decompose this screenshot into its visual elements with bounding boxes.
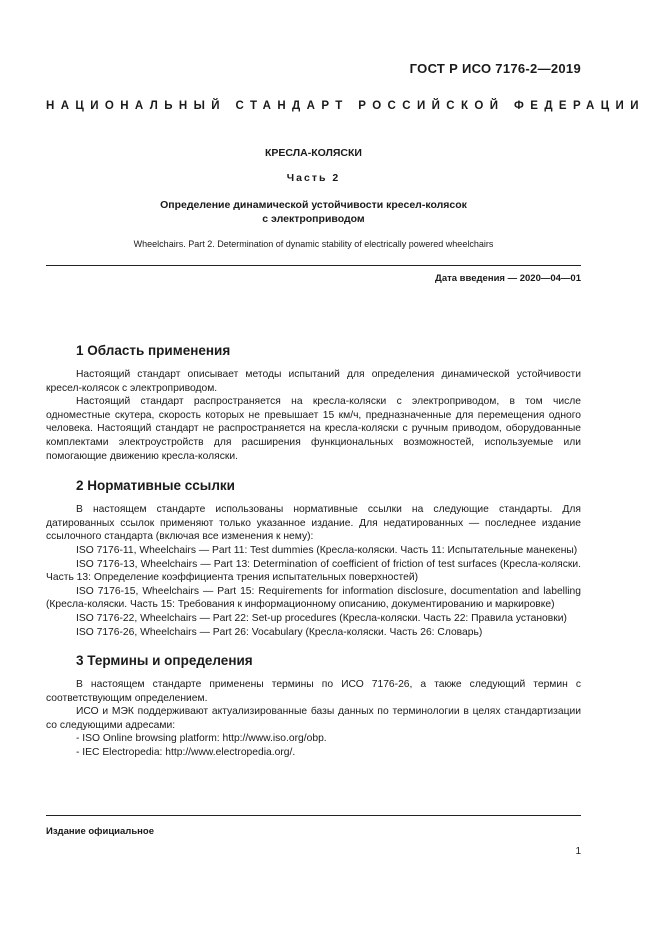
paragraph: В настоящем стандарте применены термины по ИСО 7176-26, а также следующий термин с соответствующим определением. xyxy=(46,679,581,704)
section-heading: 1 Область применения xyxy=(76,343,231,358)
section-heading: 3 Термины и определения xyxy=(76,653,253,669)
footer-divider xyxy=(46,815,581,816)
paragraph: ИСО и МЭК поддерживают актуализированные базы данных по терминологии в целях стандартизации со следующими адресами: xyxy=(46,706,581,731)
official-edition-note: Издание официальное xyxy=(46,826,154,837)
page-number: 1 xyxy=(575,846,581,857)
english-title: Wheelchairs. Part 2. Determination of dynamic stability of electrically powered wheelchairs xyxy=(133,239,494,249)
section-terms-definitions xyxy=(46,653,581,760)
reference-item: ISO 7176-15, Wheelchairs — Part 15: Requirements for information disclosure, documentation and labelling (Кресла-коляски. Часть 15: Требования к информационному описанию, документированию и маркировке) xyxy=(46,585,581,611)
list-item-iso-obp: - ISO Online browsing platform: http://www.iso.org/obp. xyxy=(76,733,327,745)
reference-item: ISO 7176-22, Wheelchairs — Part 22: Set-up procedures (Кресла-коляски. Часть 22: Правила установки) xyxy=(76,612,567,624)
list-item-electropedia: - IEC Electropedia: http://www.electropedia.org/. xyxy=(76,747,296,759)
introduction-date: Дата введения — 2020—04—01 xyxy=(435,273,581,284)
paragraph: Настоящий стандарт распространяется на кресла-коляски с электроприводом, в том числе одноместные скутера, скорость которых не превышает 15 км/ч, предназначенные для перемещения одного человека. Настоящий стандарт не распространяется на кресла-коляски с ручным приводом, оборудованные комплектами электроустройств для расширения функциональных возможностей, используемые или помогающие движению кресла-коляски. xyxy=(46,396,581,462)
subtitle-line-2: с электроприводом xyxy=(262,212,365,225)
section-heading: 2 Нормативные ссылки xyxy=(76,478,235,494)
national-standard-heading: НАЦИОНАЛЬНЫЙ СТАНДАРТ РОССИЙСКОЙ ФЕДЕРАЦИИ xyxy=(46,100,645,112)
reference-item: ISO 7176-13, Wheelchairs — Part 13: Determination of coefficient of friction of test surfaces (Кресла-коляски. Часть 13: Определение коэффициента трения испытательных поверхностей) xyxy=(46,558,581,584)
document-subtitle xyxy=(46,199,581,226)
section-scope xyxy=(46,343,581,463)
reference-item: ISO 7176-26, Wheelchairs — Part 26: Vocabulary (Кресла-коляски. Часть 26: Словарь) xyxy=(76,626,483,638)
paragraph: В настоящем стандарте использованы нормативные ссылки на следующие стандарты. Для датированных ссылок применяют только указанное издание. Для недатированных — последнее издание ссылочного стандарта (включая все изменения к нему): xyxy=(46,504,581,543)
paragraph: Настоящий стандарт описывает методы испытаний для определения динамической устойчивости кресел-колясок с электроприводом. xyxy=(46,369,581,394)
section-normative-references xyxy=(46,478,581,639)
subtitle-line-1: Определение динамической устойчивости кресел-колясок xyxy=(160,199,467,211)
document-title: КРЕСЛА-КОЛЯСКИ xyxy=(265,147,362,159)
part-label: Часть 2 xyxy=(286,172,341,184)
standard-code: ГОСТ Р ИСО 7176-2—2019 xyxy=(409,61,581,76)
title-divider xyxy=(46,265,581,266)
main-content xyxy=(46,343,581,760)
reference-item: ISO 7176-11, Wheelchairs — Part 11: Test dummies (Кресла-коляски. Часть 11: Испытательные манекены) xyxy=(76,544,578,556)
